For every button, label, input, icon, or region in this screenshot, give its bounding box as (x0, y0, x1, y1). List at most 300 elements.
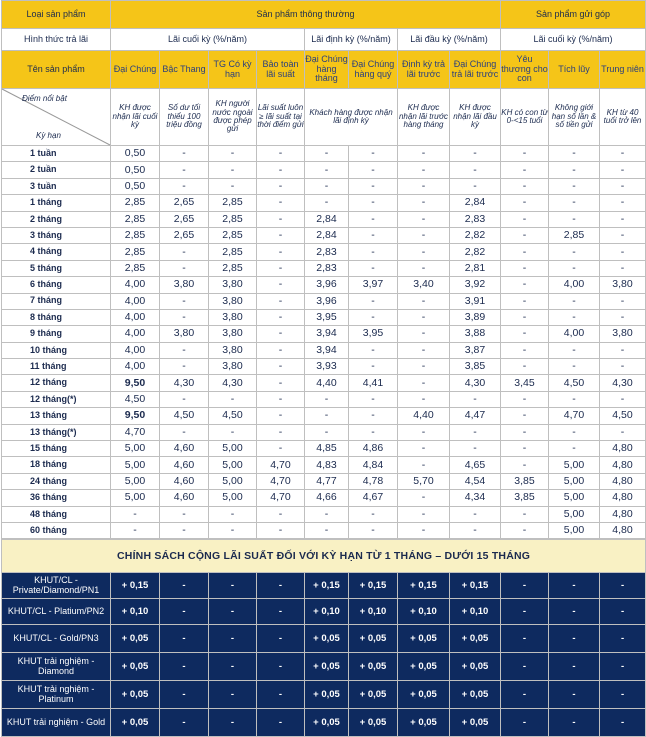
rate-cell: - (398, 441, 450, 457)
rate-cell: 3,89 (450, 309, 501, 325)
interest-rate-table (1, 0, 646, 539)
policy-row (2, 599, 646, 625)
rate-cell: 4,00 (111, 359, 160, 375)
product-name: Đại Chúng hàng quý (349, 51, 398, 89)
product-feature: Số dư tối thiểu 100 triệu đồng (160, 89, 209, 146)
policy-value: - (549, 599, 600, 625)
table-row (2, 293, 646, 309)
policy-value: + 0,05 (111, 709, 160, 737)
rate-cell: - (257, 260, 305, 276)
rate-cell: - (209, 391, 257, 407)
rate-cell: 4,65 (450, 457, 501, 473)
rate-cell: - (501, 408, 549, 424)
rate-cell: 4,54 (450, 473, 501, 489)
rate-cell: 4,70 (257, 490, 305, 506)
rate-cell: - (398, 293, 450, 309)
rate-cell: - (257, 359, 305, 375)
rate-cell: - (549, 293, 600, 309)
rate-cell: - (349, 391, 398, 407)
rate-cell: - (549, 178, 600, 194)
rate-cell: - (349, 227, 398, 243)
rate-cell: 3,92 (450, 277, 501, 293)
rate-cell: 3,80 (209, 342, 257, 358)
product-feature: Khách hàng được nhận lãi định kỳ (305, 89, 398, 146)
rate-cell: - (305, 522, 349, 538)
table-row (2, 522, 646, 538)
policy-value: + 0,10 (305, 599, 349, 625)
term-name: 13 tháng (2, 408, 111, 424)
policy-value: - (209, 599, 257, 625)
rate-cell: - (257, 424, 305, 440)
rate-cell: - (549, 424, 600, 440)
product-feature: KH có con từ 0-<15 tuổi (501, 89, 549, 146)
rate-cell: 4,70 (257, 457, 305, 473)
policy-value: - (160, 625, 209, 653)
rate-cell: - (398, 506, 450, 522)
term-name: 60 tháng (2, 522, 111, 538)
rate-cell: - (549, 391, 600, 407)
rate-cell: - (600, 211, 646, 227)
rate-cell: - (501, 309, 549, 325)
table-row (2, 244, 646, 260)
rate-cell: 5,00 (209, 490, 257, 506)
rate-cell: 4,60 (160, 490, 209, 506)
product-feature: KH người nước ngoài được phép gửi (209, 89, 257, 146)
policy-value: + 0,05 (398, 709, 450, 737)
policy-title: CHÍNH SÁCH CỘNG LÃI SUẤT ĐỐI VỚI KỲ HẠN TỪ 1 THÁNG – DƯỚI 15 THÁNG (2, 540, 646, 573)
rate-cell: - (600, 244, 646, 260)
rate-cell: 5,00 (111, 441, 160, 457)
rate-cell: 3,85 (501, 473, 549, 489)
policy-value: + 0,05 (305, 625, 349, 653)
rate-cell: - (257, 506, 305, 522)
rate-cell: 4,83 (305, 457, 349, 473)
policy-value: - (600, 599, 646, 625)
policy-value: + 0,10 (111, 599, 160, 625)
product-feature: Lãi suất luôn ≥ lãi suất tại thời điểm gửi (257, 89, 305, 146)
term-name: 1 tuần (2, 146, 111, 162)
rate-cell: 3,95 (349, 326, 398, 342)
policy-value: - (160, 573, 209, 599)
rate-cell: - (257, 326, 305, 342)
rate-cell: - (501, 424, 549, 440)
rate-cell: 2,85 (209, 227, 257, 243)
rate-cell: - (549, 195, 600, 211)
table-row (2, 178, 646, 194)
rate-cell: - (349, 424, 398, 440)
policy-value: + 0,05 (349, 681, 398, 709)
rate-cell: 4,80 (600, 522, 646, 538)
rate-cell: - (305, 178, 349, 194)
rate-cell: 3,96 (305, 293, 349, 309)
product-name: Định kỳ trả lãi trước (398, 51, 450, 89)
policy-value: - (160, 653, 209, 681)
table-row (2, 195, 646, 211)
rate-cell: 4,66 (305, 490, 349, 506)
rate-cell: - (257, 522, 305, 538)
rate-cell: 5,00 (549, 457, 600, 473)
rate-cell: 2,85 (111, 244, 160, 260)
policy-value: + 0,10 (450, 599, 501, 625)
rate-cell: - (305, 391, 349, 407)
policy-value: + 0,05 (349, 653, 398, 681)
policy-row (2, 681, 646, 709)
table-row (2, 146, 646, 162)
rate-cell: - (305, 195, 349, 211)
rate-cell: 2,85 (111, 211, 160, 227)
rate-cell: 5,00 (549, 473, 600, 489)
rate-cell: - (501, 211, 549, 227)
rate-cell: - (160, 178, 209, 194)
table-row (2, 490, 646, 506)
rate-cell: - (501, 326, 549, 342)
rate-cell: - (160, 293, 209, 309)
rate-cell: - (501, 178, 549, 194)
rate-cell: 2,83 (450, 211, 501, 227)
product-name: Đại Chúng hàng tháng (305, 51, 349, 89)
rate-cell: 3,80 (209, 277, 257, 293)
rate-cell: - (111, 506, 160, 522)
payment-method-label: Hình thức trả lãi (2, 29, 111, 51)
rate-cell: 3,97 (349, 277, 398, 293)
policy-row (2, 709, 646, 737)
policy-value: + 0,10 (398, 599, 450, 625)
rate-cell: 3,80 (209, 293, 257, 309)
rate-cell: 3,88 (450, 326, 501, 342)
rate-cell: - (600, 424, 646, 440)
rate-cell: - (257, 178, 305, 194)
rate-cell: - (398, 359, 450, 375)
rate-cell: - (501, 277, 549, 293)
rate-cell: 3,85 (501, 490, 549, 506)
product-name: Yêu thương cho con (501, 51, 549, 89)
product-name: Bậc Thang (160, 51, 209, 89)
policy-value: - (257, 573, 305, 599)
rate-cell: - (600, 146, 646, 162)
rate-cell: - (209, 424, 257, 440)
rate-cell: - (398, 424, 450, 440)
rate-cell: 3,87 (450, 342, 501, 358)
policy-value: + 0,05 (450, 681, 501, 709)
rate-cell: 2,85 (209, 244, 257, 260)
rate-cell: 3,91 (450, 293, 501, 309)
policy-label: KHUT/CL - Gold/PN3 (2, 625, 111, 653)
policy-value: - (501, 625, 549, 653)
rate-cell: 4,50 (111, 391, 160, 407)
rate-cell: - (501, 244, 549, 260)
product-feature: KH từ 40 tuổi trở lên (600, 89, 646, 146)
policy-value: - (600, 625, 646, 653)
rate-cell: - (257, 342, 305, 358)
policy-row (2, 573, 646, 599)
rate-cell: - (450, 178, 501, 194)
term-name: 12 tháng (2, 375, 111, 391)
rate-cell: 2,84 (450, 195, 501, 211)
rate-cell: 4,60 (160, 441, 209, 457)
rate-cell: 4,00 (549, 277, 600, 293)
rate-cell: - (398, 146, 450, 162)
policy-value: + 0,05 (305, 653, 349, 681)
term-label: Kỳ hạn (36, 130, 61, 140)
policy-row (2, 625, 646, 653)
rate-cell: - (160, 146, 209, 162)
rate-cell: - (257, 293, 305, 309)
rate-cell: 3,80 (600, 277, 646, 293)
policy-value: + 0,05 (450, 625, 501, 653)
term-name: 18 tháng (2, 457, 111, 473)
rate-cell: 4,30 (600, 375, 646, 391)
policy-value: + 0,05 (111, 625, 160, 653)
rate-cell: - (349, 309, 398, 325)
rate-cell: 5,70 (398, 473, 450, 489)
term-name: 13 tháng(*) (2, 424, 111, 440)
product-feature: KH được nhận lãi đầu kỳ (450, 89, 501, 146)
rate-cell: - (600, 342, 646, 358)
rate-cell: - (549, 211, 600, 227)
table-row (2, 277, 646, 293)
rate-cell: - (257, 146, 305, 162)
rate-cell: 4,80 (600, 490, 646, 506)
rate-cell: - (257, 391, 305, 407)
product-name: TG Có kỳ hạn (209, 51, 257, 89)
term-name: 9 tháng (2, 326, 111, 342)
rate-cell: 4,60 (160, 457, 209, 473)
rate-cell: 2,85 (111, 195, 160, 211)
rate-cell: - (450, 146, 501, 162)
rate-cell: - (600, 260, 646, 276)
rate-cell: - (398, 391, 450, 407)
table-row (2, 359, 646, 375)
rate-cell: 9,50 (111, 408, 160, 424)
term-name: 6 tháng (2, 277, 111, 293)
rate-cell: - (501, 146, 549, 162)
rate-cell: 4,60 (160, 473, 209, 489)
rate-cell: - (398, 178, 450, 194)
product-name: Trung niên (600, 51, 646, 89)
highlights-label: Điểm nổi bật (22, 94, 67, 103)
rate-cell: - (349, 260, 398, 276)
term-name: 24 tháng (2, 473, 111, 489)
rate-cell: 5,00 (209, 457, 257, 473)
policy-value: - (257, 653, 305, 681)
table-row (2, 506, 646, 522)
policy-value: + 0,05 (398, 653, 450, 681)
product-name: Đại Chúng (111, 51, 160, 89)
rate-cell: 5,00 (111, 457, 160, 473)
rate-cell: - (160, 391, 209, 407)
rate-cell: - (398, 227, 450, 243)
rate-cell: 4,00 (111, 277, 160, 293)
features-term-corner (2, 89, 111, 146)
policy-label: KHUT/CL - Platium/PN2 (2, 599, 111, 625)
rate-cell: - (600, 195, 646, 211)
rate-cell: 0,50 (111, 162, 160, 178)
table-row (2, 211, 646, 227)
rate-cell: - (160, 244, 209, 260)
rate-cell: 3,94 (305, 342, 349, 358)
rate-cell: 4,50 (209, 408, 257, 424)
rate-cell: 5,00 (111, 473, 160, 489)
policy-value: - (501, 573, 549, 599)
rate-cell: 2,83 (305, 260, 349, 276)
upfront-header: Lãi đầu kỳ (%/năm) (398, 29, 501, 51)
policy-value: + 0,05 (349, 625, 398, 653)
rate-cell: - (450, 424, 501, 440)
rate-cell: 4,80 (600, 473, 646, 489)
rate-cell: - (450, 391, 501, 407)
rate-cell: - (600, 391, 646, 407)
rate-cell: 5,00 (549, 522, 600, 538)
policy-value: - (600, 709, 646, 737)
rate-cell: - (501, 260, 549, 276)
rate-cell: - (398, 162, 450, 178)
rate-cell: - (501, 227, 549, 243)
policy-value: - (501, 653, 549, 681)
rate-cell: - (549, 342, 600, 358)
policy-value: - (549, 653, 600, 681)
rate-cell: 4,41 (349, 375, 398, 391)
rate-cell: - (501, 522, 549, 538)
rate-cell: 2,65 (160, 211, 209, 227)
rate-cell: 4,50 (549, 375, 600, 391)
rate-cell: - (257, 375, 305, 391)
table-row (2, 375, 646, 391)
term-name: 36 tháng (2, 490, 111, 506)
rate-cell: - (349, 211, 398, 227)
rate-cell: - (398, 211, 450, 227)
rate-cell: - (600, 162, 646, 178)
rate-cell: - (600, 227, 646, 243)
policy-value: + 0,05 (111, 653, 160, 681)
policy-value: + 0,05 (450, 709, 501, 737)
rate-cell: 3,45 (501, 375, 549, 391)
rate-cell: - (501, 506, 549, 522)
rate-cell: 4,67 (349, 490, 398, 506)
table-row (2, 424, 646, 440)
rate-cell: - (257, 195, 305, 211)
rate-cell: - (549, 309, 600, 325)
rate-cell: 5,00 (549, 506, 600, 522)
rate-cell: 2,83 (305, 244, 349, 260)
rate-cell: - (160, 342, 209, 358)
term-name: 5 tháng (2, 260, 111, 276)
term-name: 3 tháng (2, 227, 111, 243)
policy-value: - (600, 573, 646, 599)
rate-cell: - (600, 293, 646, 309)
rate-cell: - (160, 260, 209, 276)
rate-cell: 2,65 (160, 227, 209, 243)
policy-value: - (209, 653, 257, 681)
rate-cell: - (257, 227, 305, 243)
rate-cell: 5,00 (209, 441, 257, 457)
rate-cell: 5,00 (209, 473, 257, 489)
rate-cell: - (398, 244, 450, 260)
policy-value: - (209, 709, 257, 737)
rate-cell: - (305, 506, 349, 522)
rate-cell: - (305, 408, 349, 424)
rate-cell: - (398, 309, 450, 325)
installment-end-term-header: Lãi cuối kỳ (%/năm) (501, 29, 646, 51)
rate-cell: 4,86 (349, 441, 398, 457)
end-of-term-header: Lãi cuối kỳ (%/năm) (111, 29, 305, 51)
rate-cell: 3,80 (160, 326, 209, 342)
rate-cell: - (257, 211, 305, 227)
term-name: 10 tháng (2, 342, 111, 358)
rate-cell: 4,47 (450, 408, 501, 424)
term-name: 2 tuần (2, 162, 111, 178)
rate-cell: - (398, 490, 450, 506)
rate-cell: 2,85 (111, 260, 160, 276)
group-regular-products: Sản phẩm thông thường (111, 1, 501, 29)
rate-cell: - (349, 146, 398, 162)
policy-value: - (160, 599, 209, 625)
rate-cell: - (501, 293, 549, 309)
table-row (2, 342, 646, 358)
rate-cell: 4,40 (398, 408, 450, 424)
rate-cell: - (549, 162, 600, 178)
rate-cell: - (209, 178, 257, 194)
rate-cell: 3,80 (209, 309, 257, 325)
table-row (2, 326, 646, 342)
rate-cell: - (305, 424, 349, 440)
policy-value: + 0,05 (111, 681, 160, 709)
rate-cell: 4,77 (305, 473, 349, 489)
rate-cell: - (398, 522, 450, 538)
policy-value: - (549, 709, 600, 737)
rate-cell: - (257, 162, 305, 178)
rate-cell: 3,95 (305, 309, 349, 325)
rate-cell: 3,80 (160, 277, 209, 293)
policy-value: - (501, 599, 549, 625)
policy-value: - (257, 625, 305, 653)
policy-value: + 0,05 (398, 681, 450, 709)
rate-cell: 4,00 (111, 326, 160, 342)
rate-cell: 0,50 (111, 178, 160, 194)
term-name: 8 tháng (2, 309, 111, 325)
policy-value: - (257, 599, 305, 625)
rate-cell: - (450, 506, 501, 522)
rate-cell: 4,00 (111, 309, 160, 325)
rate-cell: - (549, 359, 600, 375)
policy-value: - (600, 681, 646, 709)
rate-cell: - (549, 441, 600, 457)
rate-cell: 4,80 (600, 506, 646, 522)
term-name: 2 tháng (2, 211, 111, 227)
product-feature: Không giới hạn số lần & số tiền gửi (549, 89, 600, 146)
term-name: 1 tháng (2, 195, 111, 211)
product-name: Bảo toàn lãi suất (257, 51, 305, 89)
rate-cell: 4,34 (450, 490, 501, 506)
table-row (2, 473, 646, 489)
table-row (2, 408, 646, 424)
policy-value: - (209, 625, 257, 653)
rate-cell: 5,00 (549, 490, 600, 506)
rate-cell: 3,80 (209, 326, 257, 342)
rate-cell: - (501, 342, 549, 358)
rate-cell: - (501, 195, 549, 211)
rate-cell: 4,50 (600, 408, 646, 424)
rate-cell: 4,78 (349, 473, 398, 489)
rate-cell: - (349, 178, 398, 194)
policy-value: + 0,05 (349, 709, 398, 737)
product-type-label: Loại sản phẩm (2, 1, 111, 29)
policy-value: - (160, 681, 209, 709)
rate-cell: - (160, 162, 209, 178)
periodic-header: Lãi định kỳ (%/năm) (305, 29, 398, 51)
rate-cell: 2,82 (450, 244, 501, 260)
product-name-label: Tên sản phẩm (2, 51, 111, 89)
table-row (2, 391, 646, 407)
